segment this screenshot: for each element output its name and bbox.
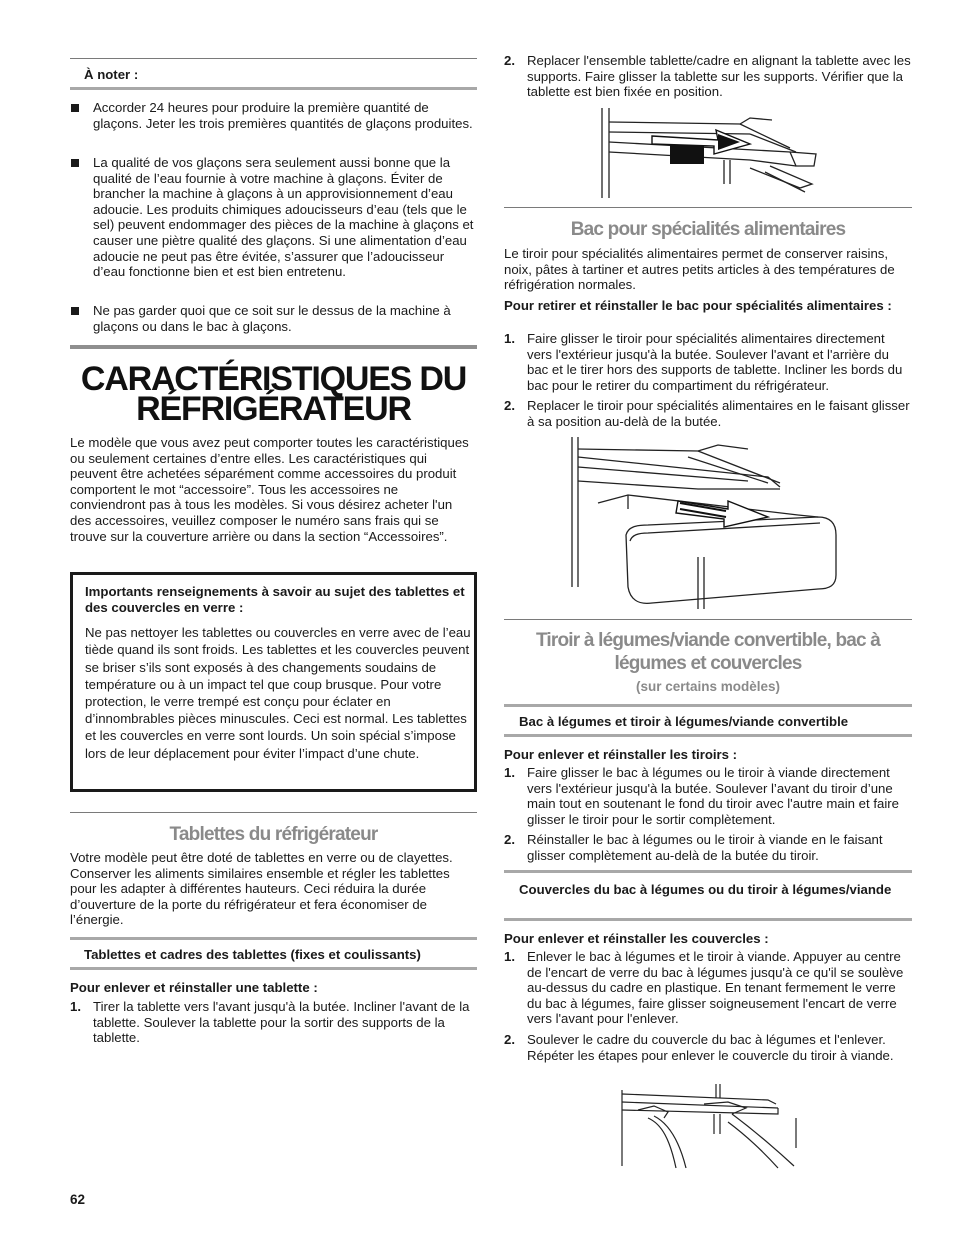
step-number: 2.	[504, 832, 515, 847]
crisper-title-line2: légumes et couvercles	[614, 653, 802, 674]
shelf-step-2	[504, 53, 912, 100]
glass-warning-box	[70, 572, 477, 792]
drawers-step	[504, 765, 912, 827]
shelves-sub-rule-bottom	[70, 967, 477, 970]
remove-shelf-step	[70, 999, 477, 1046]
step-text: Tirer la tablette vers l'avant jusqu'à la butée. Incliner l'avant de la tablette. Soulever la tablette pour la sortir des supports de la tablette.	[93, 999, 470, 1046]
bullet-square-icon	[71, 307, 79, 315]
note-item	[70, 155, 477, 280]
note-item-text: Ne pas garder quoi que ce soit sur le dessus de la machine à glaçons ou dans le bac à glaçons.	[93, 303, 451, 334]
remove-shelf-heading: Pour enlever et réinstaller une tablette :	[70, 980, 318, 995]
covers-step	[504, 1032, 912, 1063]
intro-paragraph: Le modèle que vous avez peut comporter toutes les caractéristiques ou seulement certaines d’entre elles. Les caractéristiques qui peuvent être achetées séparément comme accessoires du produit comportent le mot “accessoire”. Tous les accessoires ne conviendront pas à tous les modèles. Si vous désirez acheter l'un des accessoires, veuillez composer le numéro sans frais qui se trouve sur la couverture arrière ou dans la section “Accessoires”.	[70, 435, 469, 544]
note-item-text: La qualité de vos glaçons sera seulement aussi bonne que la qualité de l’eau fournie à votre machine à glaçons. Éviter de brancher la machine à glaçons à un approvisionnement d’eau adoucie. Les produits chimiques adoucisseurs d’eau (tels que le sel) peuvent endommager des pièces de la machine à glaçons et causer une piètre qualité des glaçons. Si une alimentation d’eau adoucie ne peut pas être évitée, s’assurer que l’adoucisseur d’eau fonctionne bien et est bien entretenu.	[93, 155, 474, 280]
covers-heading: Pour enlever et réinstaller les couvercles :	[504, 931, 769, 946]
warning-text: Ne pas nettoyer les tablettes ou couvercles en verre avec de l’eau tiède quand ils sont froids. Les tablettes et les couvercles peuvent se briser s’ils sont exposés à des changements soudains de température ou à un impact tel que coup brusque. Pour votre protection, le verre trempé est conçu pour éclater en d’innombrables pièces minuscules. Ceci est normal. Les tablettes et les couvercles en verre sont lourds. Un soin spécial s’impose lors de leur déplacement pour éviter l’impact d’une chute.	[85, 625, 471, 761]
specialty-section-title: Bac pour spécialités alimentaires	[570, 219, 846, 240]
drawers-heading: Pour enlever et réinstaller les tiroirs :	[504, 747, 738, 762]
step-number: 1.	[504, 765, 515, 780]
covers-bar-heading: Couvercles du bac à légumes ou du tiroir à légumes/viande	[519, 882, 892, 897]
covers-step	[504, 949, 912, 1027]
covers-bar-rule-top	[504, 870, 912, 873]
step-number: 2.	[504, 53, 515, 68]
step-text: Réinstaller le bac à légumes ou le tiroir à viande en le faisant glisser complètement au-delà de la butée du tiroir.	[527, 832, 883, 863]
step-text: Replacer le tiroir pour spécialités alimentaires en le faisant glisser à sa position au-delà de la butée.	[527, 398, 910, 429]
crisper-top-rule	[504, 619, 912, 620]
note-heading-rule	[70, 87, 477, 90]
specialty-paragraph: Le tiroir pour spécialités alimentaires permet de conserver raisins, noix, pâtes à tartiner et autres petits articles à des températures de réfrigération normales.	[504, 246, 895, 293]
drawers-step	[504, 832, 912, 863]
shelves-paragraph: Votre modèle peut être doté de tablettes en verre ou de clayettes. Conserver les aliments similaires ensemble et régler les tablettes pour les adapter à différentes hauteurs. Ceci réduira la durée d’ouverture de la porte du réfrigérateur et fera économiser de l’énergie.	[70, 850, 453, 928]
crisper-cover-illustration	[618, 1084, 814, 1170]
bullet-square-icon	[71, 104, 79, 112]
shelves-sub-heading: Tablettes et cadres des tablettes (fixes et coulissants)	[84, 947, 421, 962]
step-text: Replacer l'ensemble tablette/cadre en alignant la tablette avec les supports. Faire glisser la tablette sur les supports. Vérifier que la tablette est bien fixée en position.	[527, 53, 911, 100]
title-rule	[70, 345, 477, 349]
page-number: 62	[70, 1192, 86, 1207]
shelves-sub-rule-top	[70, 937, 477, 940]
crisper-subtitle: (sur certains modèles)	[635, 679, 781, 694]
specialty-drawer-illustration	[568, 437, 850, 609]
step-number: 1.	[504, 949, 515, 964]
note-item	[70, 303, 477, 334]
specialty-step	[504, 398, 912, 429]
shelves-section-title: Tablettes du réfrigérateur	[169, 824, 378, 845]
page-title-line2: RÉFRIGÉRATEUR	[136, 390, 411, 428]
step-text: Faire glisser le bac à légumes ou le tiroir à viande directement vers l'extérieur jusqu'à la butée. Soulever l’avant du tiroir d’une main tout en soutenant le fond du tiroir avec l'autre main et faire glisser le tiroir pour le sortir complètement.	[527, 765, 899, 827]
shelves-top-rule	[70, 812, 477, 813]
step-number: 2.	[504, 1032, 515, 1047]
crisper-bar-rule-top	[504, 704, 912, 707]
step-number: 1.	[504, 331, 515, 346]
step-text: Soulever le cadre du couvercle du bac à légumes et l'enlever. Répéter les étapes pour enlever le couvercle du tiroir à viande.	[527, 1032, 894, 1063]
crisper-title-line1: Tiroir à légumes/viande convertible, bac à	[535, 630, 881, 651]
crisper-bar-rule-bottom	[504, 734, 912, 737]
note-item	[70, 100, 477, 131]
specialty-top-rule	[504, 207, 912, 208]
note-top-rule	[70, 58, 477, 59]
note-heading: À noter :	[84, 67, 139, 82]
specialty-heading: Pour retirer et réinstaller le bac pour spécialités alimentaires :	[504, 298, 892, 313]
shelf-illustration	[600, 108, 822, 200]
warning-heading: Importants renseignements à savoir au sujet des tablettes et des couvercles en verre :	[85, 584, 465, 615]
step-text: Faire glisser le tiroir pour spécialités alimentaires directement vers l'extérieur jusqu'à la butée. Soulever l'avant et l'arrière du bac et le tirer hors des supports de tablette. Incliner les bords du bac pour le retirer du compartiment du réfrigérateur.	[527, 331, 903, 393]
step-number: 2.	[504, 398, 515, 413]
page-title-line1: CARACTÉRISTIQUES DU	[80, 360, 467, 398]
covers-bar-rule-bottom	[504, 918, 912, 921]
specialty-step	[504, 331, 912, 393]
note-item-text: Accorder 24 heures pour produire la première quantité de glaçons. Jeter les trois premières quantités de glaçons produites.	[93, 100, 473, 131]
bullet-square-icon	[71, 159, 79, 167]
step-number: 1.	[70, 999, 81, 1014]
step-text: Enlever le bac à légumes et le tiroir à viande. Appuyer au centre de l'encart de verre du bac à légumes jusqu'à ce qu'il se soulève au-dessus du cadre en plastique. En tenant fermement le verre du bac à légumes, faire glisser soigneusement l'encart de verre vers l'avant pour l'enlever.	[527, 949, 904, 1027]
crisper-bar-heading: Bac à légumes et tiroir à légumes/viande convertible	[519, 714, 849, 729]
